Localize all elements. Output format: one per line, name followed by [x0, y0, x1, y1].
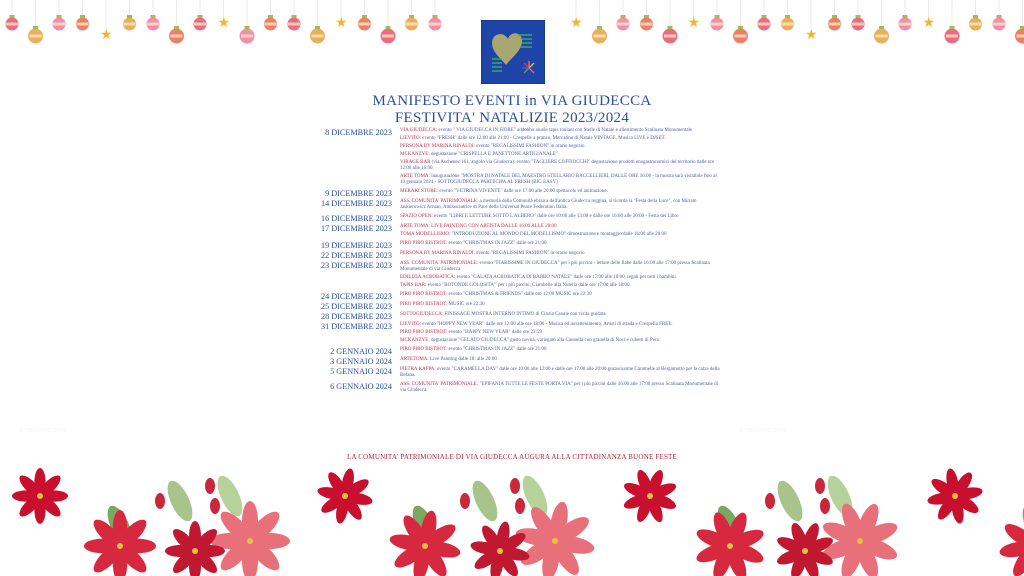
poinsettia-icon [247, 538, 253, 544]
event-date: 5 GENNAIO 2024 [330, 366, 392, 376]
event-item [400, 347, 720, 353]
event-description: evento "REGALISSIMI FASHION" in orario negozio [474, 143, 585, 149]
event-organizer: ASS. COMUNITA' PATRIMONIALE: [400, 381, 479, 387]
event-date: 6 GENNAIO 2024 [330, 381, 392, 391]
event-item [400, 312, 720, 318]
poinsettia-icon [192, 548, 198, 554]
star-ornament-icon: ★ [217, 16, 231, 31]
event-row [320, 292, 720, 301]
event-description: MUSIC ore 22:30 [447, 301, 485, 307]
event-organizer: LIEVITO: [400, 135, 422, 141]
event-items [400, 261, 720, 291]
event-row [320, 357, 720, 366]
event-description: evento "HOPPY NEW YEAR" dalle ore 12:00 alle ore 18:00 - Musica ed intrattenimento, Artisti di strada e Crespella FREE. [421, 321, 673, 327]
event-date: 31 DICEMBRE 2023 [321, 321, 392, 331]
event-organizer: EDILIZIA ACROBATICA: [400, 275, 456, 281]
event-item [400, 302, 720, 308]
event-row [320, 214, 720, 223]
events-list [320, 128, 720, 397]
event-item [400, 128, 720, 134]
poinsettia-icon [497, 548, 503, 554]
star-ornament-icon: ★ [100, 28, 113, 43]
ghost-text-left: 6 GENNAIO 2024 [20, 428, 66, 434]
event-description: evento "CHRISTMAS IN JAZZ" dalle ore 21:00 [447, 346, 547, 352]
poinsettia-icon [422, 543, 428, 549]
event-description: Live Painting dalle 18: alle 20:00 [428, 356, 497, 362]
closing-greeting: LA COMUNITA' PATRIMONIALE DI VIA GIUDECCA AUGURA ALLA CITTADINANZA BUONE FESTE [347, 453, 677, 461]
event-row [320, 302, 720, 311]
event-organizer: MCKANZYE: [400, 151, 430, 157]
event-item [400, 330, 720, 336]
event-item [400, 160, 720, 173]
event-item [400, 241, 720, 247]
event-item [400, 152, 720, 158]
event-organizer: PERSONA BY MARINA RINALDI: [400, 143, 475, 149]
event-date: 16 DICEMBRE 2023 [321, 214, 392, 224]
event-items [400, 128, 720, 188]
poinsettia-icon [647, 493, 653, 499]
star-ornament-icon: ★ [687, 16, 701, 31]
heart-logo-icon [481, 20, 545, 84]
event-organizer: SOTTOGIUDECCA: [400, 311, 444, 317]
event-description: evento "FIABISSIME IN GIUDECCA" per i più piccini - letture delle fiabe dalle 16:00 alle 17:00 presso Scalinata Monumentale di via Giudecca. [400, 260, 710, 273]
event-item [400, 261, 720, 274]
poinsettia-icon [342, 493, 348, 499]
event-item [400, 189, 720, 195]
event-items [400, 322, 720, 346]
ghost-text-right: 6 GENNAIO 2024 [740, 428, 786, 434]
event-organizer: ARTETOMA: [400, 356, 429, 362]
event-item [400, 338, 720, 344]
event-organizer: PIETRA KAPPA: [400, 366, 436, 372]
event-organizer: PIRO PIRO BISTROT: [400, 240, 448, 246]
event-description: evento "FRESH" dalle ore 12:00 alle 21:00 - Crespelle a pranzo, Mercatino di Natale VINTAGE, Musica LIVE e DJSET. [421, 135, 666, 141]
poinsettia-icon [552, 538, 558, 544]
event-item [400, 283, 720, 289]
event-item [400, 322, 720, 328]
event-items [400, 302, 720, 310]
event-date: 2 GENNAIO 2024 [330, 346, 392, 356]
event-item [400, 199, 720, 212]
event-description: evento "CHRISTMAS & FRIENDS" dalle ore 12:00 MUSIC ore 22:30 [447, 291, 592, 297]
event-item [400, 382, 720, 395]
event-description: a memoria della Comunità ebraica dell'antica Giudecca reggina, si ricorda la "Festa della Luce", con Miriam Jaskierowicz Arman, Ambasciatrice di Pace della Universal Peace Federation Italia. [400, 198, 697, 211]
poinsettia-icon [952, 493, 958, 499]
event-description: (via Aschenez 161, angolo via Giudecca): evento "TAGLIERE COFFIOCCHI" degustazione prodotti enogastronomici del territorio dalle ore 12:00 alle 16:00. [400, 159, 715, 171]
event-items [400, 292, 720, 300]
event-description: evento "CALATA ACROBATICA DI BABBO NATALE" dalle ore 17:00 alle 18:00, regali per tutti i bambini. [455, 275, 678, 281]
event-row [320, 241, 720, 250]
poinsettia-icon [117, 543, 123, 549]
event-row [320, 224, 720, 240]
event-date: 24 DICEMBRE 2023 [321, 291, 392, 301]
event-organizer: ASS. COMUNITA' PATRIMONIALE: [400, 198, 479, 204]
event-description: evento "REGALISSIMI FASHION" in orario negozio [474, 250, 585, 256]
star-ornament-icon: ★ [805, 28, 818, 43]
event-item [400, 367, 720, 380]
event-date: 17 DICEMBRE 2023 [321, 224, 392, 234]
event-row [320, 312, 720, 321]
event-item [400, 174, 720, 187]
event-organizer: MERAKI STORE: [400, 188, 439, 194]
event-organizer: TAPIS BAR: [400, 282, 427, 288]
event-description: evento " VIA GIUDECCA IN FIORE" addobbo aiuole tapis roulant con Stelle di Natale e allestimento Scalinata Monumentale [437, 128, 693, 133]
event-item [400, 292, 720, 298]
star-ornament-icon: ★ [335, 16, 348, 31]
event-organizer: VIA GIUDECCA: [400, 128, 438, 133]
event-row [320, 367, 720, 381]
event-items [400, 224, 720, 240]
event-row [320, 189, 720, 198]
event-description: "EPIFANIA TUTTE LE FESTE PORTA VIA" per i più piccini dalle 16:00 alle 17:00 presso Scalinata Monumentale di via Giudecca. [400, 381, 718, 394]
event-date: 14 DICEMBRE 2023 [321, 198, 392, 208]
event-description: evento "ROTONDE GOLOSITA'" per i più piccini, Ciambelle alla Nutella dalle ore 17:00 alle 18:00. [426, 282, 631, 288]
event-organizer: PIRO PIRO BISTROT: [400, 346, 448, 352]
event-organizer: ASS. COMUNITA' PATRIMONIALE: [400, 260, 479, 266]
event-date: 3 GENNAIO 2024 [330, 356, 392, 366]
event-row [320, 322, 720, 346]
event-organizer: PIRO PIRO BISTROT: [400, 301, 448, 307]
poinsettia-border [0, 456, 1024, 576]
event-items [400, 241, 720, 249]
event-items [400, 214, 720, 222]
event-row [320, 347, 720, 356]
event-items [400, 382, 720, 396]
page-subtitle: FESTIVITA' NATALIZIE 2023/2024 [394, 110, 630, 126]
event-organizer: VIRAGE BAR [400, 159, 431, 165]
event-date: 23 DICEMBRE 2023 [321, 260, 392, 270]
event-description: evento "HAPPY NEW YEAR" dalle ore 23:59 [447, 329, 542, 335]
star-ornament-icon: ★ [922, 16, 936, 31]
event-item [400, 224, 720, 230]
poinsettia-icon [37, 493, 43, 499]
event-date: 25 DICEMBRE 2023 [321, 301, 392, 311]
event-row [320, 261, 720, 291]
event-organizer: ARTE TOMA: [400, 173, 430, 179]
event-items [400, 357, 720, 365]
event-item [400, 251, 720, 257]
event-organizer: MCKANZYE: [400, 337, 430, 343]
event-item [400, 275, 720, 281]
event-organizer: PIRO PIRO BISTROT: [400, 291, 448, 297]
event-description: "INTRODUZIONE AL MONDO DEL MODELLISMO" dimostrazione e montaggio dalle 16:00 alle 20:00 [450, 232, 667, 238]
event-row [320, 251, 720, 260]
event-date: 19 DICEMBRE 2023 [321, 240, 392, 250]
event-date: 28 DICEMBRE 2023 [321, 311, 392, 321]
poinsettia-icon [727, 543, 733, 549]
event-organizer: LIEVITO: [400, 321, 422, 327]
event-description: evento "CARAMELLA DAY" dalle ore 10:00 alle 12:00 e dalle ore 17:00 alle 20:00 gustosissime Caramelle al Bergamotto per la calza della Befana. [400, 366, 720, 378]
star-ornament-icon: ★ [570, 16, 583, 31]
event-organizer: SPAZIO OPEN: [400, 214, 433, 220]
event-item [400, 136, 720, 142]
event-row [320, 128, 720, 188]
event-item [400, 357, 720, 363]
event-date: 9 DICEMBRE 2023 [325, 188, 392, 198]
event-date: 8 DICEMBRE 2023 [325, 128, 392, 137]
event-date: 22 DICEMBRE 2023 [321, 250, 392, 260]
event-items [400, 367, 720, 381]
event-organizer: ARTE TOMA: LIVE PAINTING CON ARTISTA DALLE 16:00 ALLE 20:00 [400, 224, 557, 230]
event-row [320, 199, 720, 213]
event-description: evento "CHRISTMAS IN JAZZ" dalle ore 21:00 [447, 240, 547, 246]
event-description: evento "LIBRI E LETTURE SOTTO L'ALBERO" dalle ore 10:00 alle 13:00 e dalle ore 16:00 alle 20:00 - Festa del Libro [432, 214, 679, 220]
event-item [400, 214, 720, 220]
event-organizer: PERSONA BY MARINA RINALDI: [400, 250, 475, 256]
event-item [400, 232, 720, 238]
event-description: evento "VETRINA VIVENTE" dalle ore 17:00 alle 20:00 spettacolo ed animazione. [438, 188, 608, 194]
event-description: FINISSAGE MOSTRA INTERNO INTIMO di Cinzia Canale con visita guidata. [443, 311, 607, 317]
event-organizer: PIRO PIRO BISTROT: [400, 329, 448, 335]
poinsettia-icon [857, 538, 863, 544]
event-items [400, 199, 720, 213]
event-items [400, 312, 720, 320]
event-item [400, 144, 720, 150]
event-items [400, 347, 720, 355]
event-description: degustazione "CRISPELLA E PANETTONE ARTIGIANALE" [429, 151, 558, 157]
event-description: degustazione "GELATO GIUDECCA" gusto novità, variegato alla Cannella con granella di Noci e cubetti di Pera. [429, 337, 661, 343]
event-items [400, 189, 720, 197]
event-organizer: TOMA MODELLISMO: [400, 232, 451, 238]
page-title: MANIFESTO EVENTI in VIA GIUDECCA [372, 93, 652, 109]
event-items [400, 251, 720, 259]
poinsettia-icon [802, 548, 808, 554]
event-row [320, 382, 720, 396]
event-description: inaugurazione "MOSTRA DI NATALE DEL MAESTRO STELLARIO BACCELLIERI, DALLE ORE 16:00 - la mostra sarà visitabile fino al 10 gennaio 2024 - SOTTOGIUDECCA PARTECIPA AL FRESH (BIG EASY) [400, 173, 717, 186]
